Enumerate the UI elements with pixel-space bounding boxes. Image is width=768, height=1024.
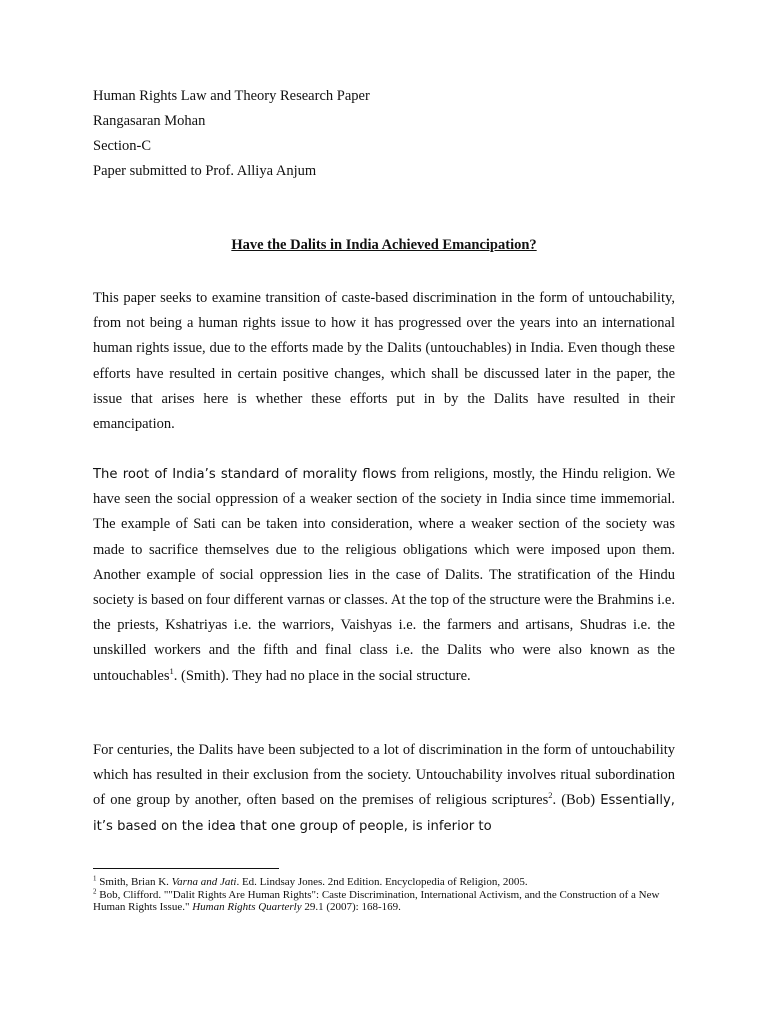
footnote-2-journal: Human Rights Quarterly xyxy=(192,901,302,913)
paragraph-1 xyxy=(93,286,675,437)
submission-note: Paper submitted to Prof. Alliya Anjum xyxy=(93,163,317,179)
paragraph-2 xyxy=(93,462,675,689)
footnotes xyxy=(93,876,675,914)
footnote-divider xyxy=(93,868,279,869)
footnote-1-number: 1 xyxy=(93,874,97,883)
paper-title: Have the Dalits in India Achieved Emancipation? xyxy=(231,237,537,253)
footnote-2-number: 2 xyxy=(93,886,97,895)
footnote-1 xyxy=(93,876,675,889)
footnote-2-text-b: 29.1 (2007): 168-169. xyxy=(301,901,401,913)
footnote-ref-2[interactable]: 2 xyxy=(548,790,553,801)
footnote-1-text-b: . Ed. Lindsay Jones. 2nd Edition. Encyclopedia of Religion, 2005. xyxy=(236,876,528,888)
paragraph-3-tail: Essentially, it’s based on the idea that one group of people, is inferior to xyxy=(93,793,675,834)
course-title: Human Rights Law and Theory Research Paper xyxy=(93,88,370,104)
footnote-ref-1[interactable]: 1 xyxy=(169,665,174,676)
paragraph-2-lead: The root of India’s standard of morality flows xyxy=(93,467,397,482)
footnote-1-text-a: Smith, Brian K. xyxy=(96,876,172,888)
paper-header xyxy=(93,84,370,184)
author-name: Rangasaran Mohan xyxy=(93,113,206,129)
paragraph-3 xyxy=(93,738,675,839)
paragraph-3-body: For centuries, the Dalits have been subjected to a lot of discrimination in the form of untouchability which has resulted in their exclusion from the society. Untouchability involves ritual subordination of one group by another, often based on the premises of religious scriptures xyxy=(93,742,675,809)
paragraph-3-mid: . (Bob) xyxy=(552,792,601,809)
paragraph-2-body: from religions, mostly, the Hindu religion. We have seen the social oppression of a weaker section of the society in India since time immemorial. The example of Sati can be taken into consideration, where a weaker section of the society was made to sacrifice themselves due to the religious obligations which were imposed upon them. Another example of social oppression lies in the case of Dalits. The stratification of the Hindu society is based on four different varnas or classes. At the top of the structure were the Brahmins i.e. the priests, Kshatriyas i.e. the warriors, Vaishyas i.e. the farmers and artisans, Shudras i.e. the unskilled workers and the fifth and final class i.e. the Dalits who were also known as the untouchables xyxy=(93,466,676,684)
footnote-2-text-a: Bob, Clifford. ""Dalit Rights Are Human Rights": Caste Discrimination, International Activism, and the Construction of a New Human Rights Issue." xyxy=(93,888,660,913)
footnote-1-title: Varna and Jati xyxy=(171,876,237,888)
paragraph-2-tail: . (Smith). They had no place in the social structure. xyxy=(173,667,471,684)
section-label: Section-C xyxy=(93,138,151,154)
footnote-2 xyxy=(93,886,675,914)
paragraph-1-text: This paper seeks to examine transition of caste-based discrimination in the form of untouchability, from not being a human rights issue to how it has progressed over the years into an international human rights issue, due to the efforts made by the Dalits (untouchables) in India. Even though these efforts have resulted in certain positive changes, which shall be discussed later in the paper, the issue that arises here is whether these efforts put in by the Dalits have resulted in their emancipation. xyxy=(93,290,675,433)
